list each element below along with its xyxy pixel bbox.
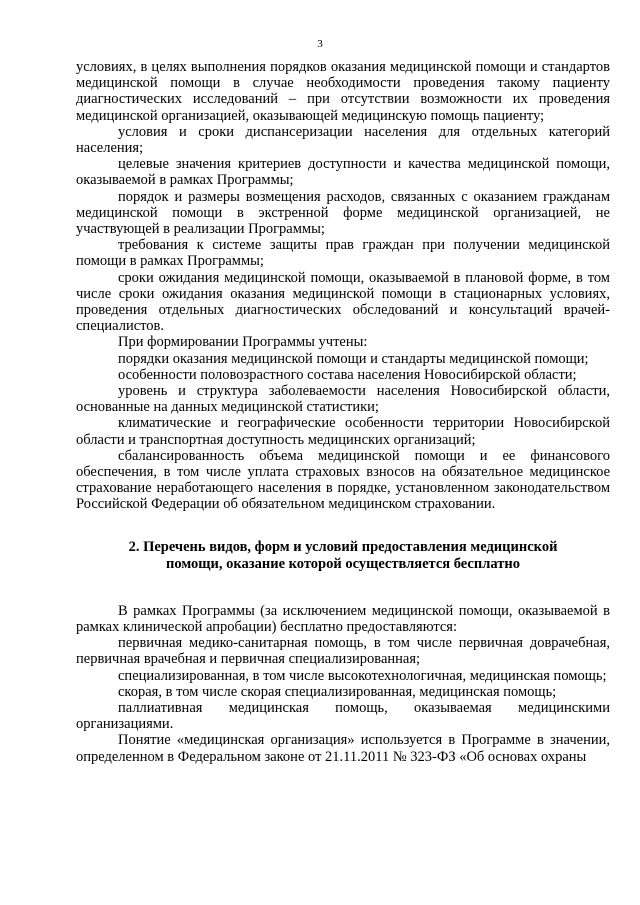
paragraph: требования к системе защиты прав граждан при получении медицинской помощи в рамках Программы; xyxy=(76,237,610,270)
paragraph: климатические и географические особенности территории Новосибирской области и транспортная доступность медицинских организаций; xyxy=(76,415,610,448)
paragraphs-after-section xyxy=(76,603,610,765)
paragraph: В рамках Программы (за исключением медицинской помощи, оказываемой в рамках клинической апробации) бесплатно предоставляются: xyxy=(76,602,610,635)
paragraph: скорая, в том числе скорая специализированная, медицинская помощь; xyxy=(118,683,557,700)
paragraph: уровень и структура заболеваемости населения Новосибирской области, основанные на данных медицинской статистики; xyxy=(76,383,610,416)
paragraph: сбалансированность объема медицинской помощи и ее финансового обеспечения, в том числе уплата страховых взносов на обязательное медицинское страхование неработающего населения в порядке, установленном законодательством Российской Федерации об обязательном медицинском страховании. xyxy=(76,447,610,513)
page-number: 3 xyxy=(317,38,323,50)
paragraph: паллиативная медицинская помощь, оказываемая медицинскими организациями. xyxy=(76,699,610,733)
paragraph: порядки оказания медицинской помощи и стандарты медицинской помощи; xyxy=(118,350,589,367)
section-heading-line-2: помощи, оказание которой осуществляется бесплатно xyxy=(166,555,520,572)
section-heading xyxy=(76,539,610,573)
paragraph: При формировании Программы учтены: xyxy=(118,334,368,351)
paragraph: условиях, в целях выполнения порядков оказания медицинской помощи и стандартов медицинской помощи в случае необходимости проведения такому пациенту диагностических исследований – при отсутствии возможности их проведения медицинской организацией, оказывающей медицинскую помощь пациенту; xyxy=(76,59,610,124)
paragraph: специализированная, в том числе высокотехнологичная, медицинская помощь; xyxy=(118,667,607,684)
paragraph: Понятие «медицинская организация» используется в Программе в значении, определенном в Федеральном законе от 21.11.2011 № 323-ФЗ «Об основах охраны xyxy=(76,732,610,765)
paragraph: порядок и размеры возмещения расходов, связанных с оказанием гражданам медицинской помощи в экстренной форме медицинской организацией, не участвующей в реализации Программы; xyxy=(76,188,610,238)
paragraph: особенности половозрастного состава населения Новосибирской области; xyxy=(118,366,577,383)
paragraph: целевые значения критериев доступности и качества медицинской помощи, оказываемой в рамках Программы; xyxy=(76,156,610,189)
paragraph: сроки ожидания медицинской помощи, оказываемой в плановой форме, в том числе сроки ожидания оказания медицинской помощи в стационарных условиях, проведения отдельных диагностических обследований и консультаций врачей-специалистов. xyxy=(76,269,610,335)
section-heading-line-1: 2. Перечень видов, форм и условий предоставления медицинской xyxy=(128,538,558,555)
paragraph: первичная медико-санитарная помощь, в том числе первичная доврачебная, первичная врачебная и первичная специализированная; xyxy=(76,635,610,668)
paragraphs-before-section xyxy=(76,59,610,513)
paragraph: условия и сроки диспансеризации населения для отдельных категорий населения; xyxy=(76,123,610,157)
document-body xyxy=(76,59,610,765)
